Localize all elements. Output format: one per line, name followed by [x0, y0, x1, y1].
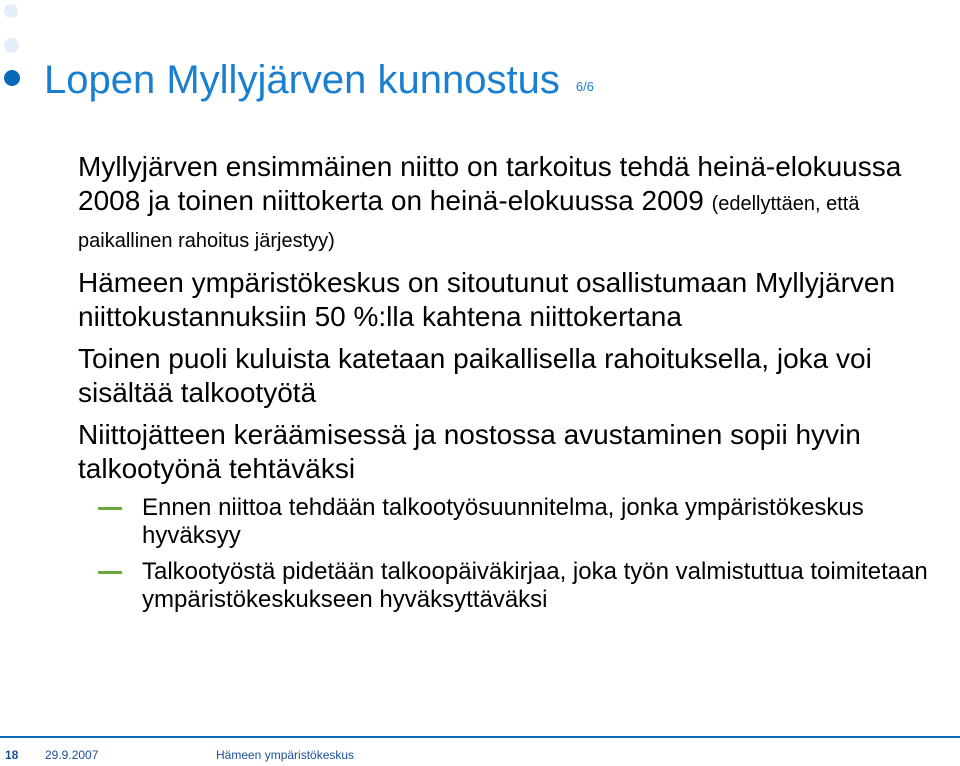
sub-bullet-list: [78, 494, 953, 614]
paragraph-schedule-text: Myllyjärven ensimmäinen niitto on tarkoitus tehdä heinä-elokuussa 2008 ja toinen niittokerta on heinä-elokuussa 2009: [78, 151, 902, 216]
slide-body: [78, 150, 953, 622]
slide-title-text: Lopen Myllyjärven kunnostus: [44, 58, 560, 102]
list-item-text: Talkootyöstä pidetään talkoopäiväkirjaa, joka työn valmistuttua toimitetaan ympäristökeskukseen hyväksyttäväksi: [142, 558, 928, 613]
list-item: [78, 494, 953, 550]
list-item-text: Ennen niittoa tehdään talkootyösuunnitelma, jonka ympäristökeskus hyväksyy: [142, 494, 864, 549]
list-item: [78, 558, 953, 614]
title-bullet-dot: [4, 70, 20, 86]
slide-title: [44, 56, 594, 111]
paragraph-commitment: Hämeen ympäristökeskus on sitoutunut osallistumaan Myllyjärven niittokustannuksiin 50 %:lla kahtena niittokertana: [78, 267, 896, 332]
dash-bullet-icon: [98, 571, 122, 574]
footer-date: 29.9.2007: [45, 748, 99, 762]
slide-page-counter: 6/6: [575, 79, 594, 94]
paragraph-schedule: [78, 150, 953, 258]
paragraph-funding: Toinen puoli kuluista katetaan paikallisella rahoituksella, joka voi sisältää talkootyötä: [78, 343, 872, 408]
footer-page-number: 18: [5, 748, 19, 762]
paragraph-volunteer-work: Niittojätteen keräämisessä ja nostossa avustaminen sopii hyvin talkootyönä tehtäväksi: [78, 419, 861, 484]
footer-organization: Hämeen ympäristökeskus: [216, 748, 355, 762]
dash-bullet-icon: [98, 507, 122, 510]
paragraph-schedule-note: (edellyttäen, että paikallinen rahoitus järjestyy): [78, 193, 860, 252]
decorative-dot-top: [4, 4, 18, 18]
decorative-dot-middle: [4, 38, 19, 53]
footer-divider: [0, 736, 960, 738]
